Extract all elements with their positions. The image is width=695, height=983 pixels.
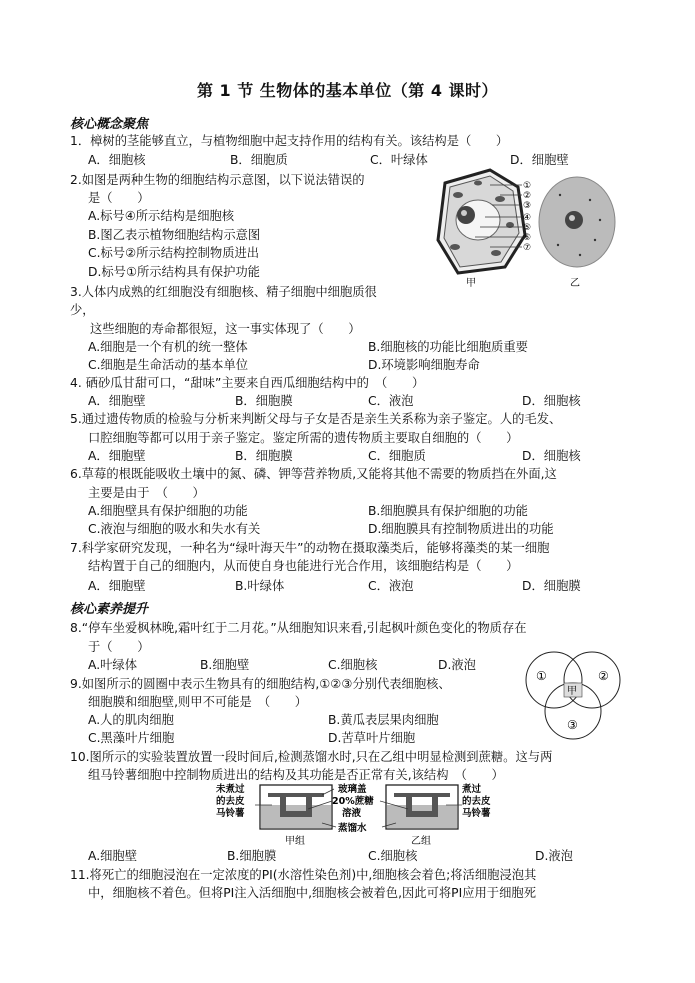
q4-option-c[interactable]: C．液泡 bbox=[368, 394, 414, 408]
right-label-3: 马铃薯 bbox=[462, 808, 491, 819]
q3-option-d[interactable]: D.环境影响细胞寿命 bbox=[368, 358, 480, 372]
venn-label-jia: 甲 bbox=[567, 686, 577, 697]
q8-option-b[interactable]: B.细胞壁 bbox=[200, 658, 250, 672]
center-label-cover: 玻璃盖 bbox=[338, 784, 367, 795]
q8-stem-line2: 于（ ） bbox=[88, 640, 150, 654]
q9-option-a[interactable]: A.人的肌肉细胞 bbox=[88, 713, 174, 727]
q4-option-d[interactable]: D．细胞核 bbox=[522, 394, 581, 408]
section-heading-core-concepts: 核心概念聚焦 bbox=[70, 117, 149, 132]
venn-label-2: ② bbox=[598, 669, 609, 683]
q5-option-a[interactable]: A．细胞壁 bbox=[88, 449, 146, 463]
figure-label-b: 乙 bbox=[570, 278, 580, 289]
group-b-label: 乙组 bbox=[411, 836, 431, 847]
q2-stem-line2: 是（ ） bbox=[88, 191, 150, 205]
q6-option-c[interactable]: C.液泡与细胞的吸水和失水有关 bbox=[88, 522, 261, 536]
q1-option-d[interactable]: D．细胞壁 bbox=[510, 153, 569, 167]
q1-option-b[interactable]: B．细胞质 bbox=[230, 153, 288, 167]
q3-stem-line3: 这些细胞的寿命都很短，这一事实体现了（ ） bbox=[90, 322, 361, 336]
cell-structure-figure bbox=[430, 165, 630, 290]
cell-label-2: ② bbox=[523, 191, 532, 201]
q3-option-a[interactable]: A.细胞是一个有机的统一整体 bbox=[88, 340, 248, 354]
page-title: 第 1 节 生物体的基本单位（第 4 课时） bbox=[196, 81, 499, 100]
q5-option-c[interactable]: C．细胞质 bbox=[368, 449, 426, 463]
q7-option-b[interactable]: B.叶绿体 bbox=[235, 579, 285, 593]
cell-label-1: ① bbox=[523, 181, 532, 191]
q1-option-a[interactable]: A．细胞核 bbox=[88, 153, 146, 167]
q2-option-d[interactable]: D.标号①所示结构具有保护功能 bbox=[88, 265, 260, 279]
q10-stem-line1: 10.图所示的实验装置放置一段时间后,检测蒸馏水时,只在乙组中明显检测到蔗糖。这与两 bbox=[70, 750, 553, 764]
q4-option-a[interactable]: A．细胞壁 bbox=[88, 394, 146, 408]
left-label-2: 的去皮 bbox=[216, 796, 245, 807]
q9-option-d[interactable]: D.苦草叶片细胞 bbox=[328, 731, 416, 745]
q6-stem-line1: 6.草莓的根既能吸收土壤中的氮、磷、钾等营养物质,又能将其他不需要的物质挡在外面,这 bbox=[70, 467, 557, 481]
left-label-3: 马铃薯 bbox=[216, 808, 245, 819]
q2-option-c[interactable]: C.标号②所示结构控制物质进出 bbox=[88, 246, 260, 260]
section-heading-core-literacy: 核心素养提升 bbox=[70, 602, 149, 617]
q8-option-d[interactable]: D.液泡 bbox=[438, 658, 476, 672]
q10-option-b[interactable]: B.细胞膜 bbox=[227, 849, 277, 863]
q9-option-b[interactable]: B.黄瓜表层果肉细胞 bbox=[328, 713, 439, 727]
q1-option-c[interactable]: C．叶绿体 bbox=[370, 153, 428, 167]
q10-option-d[interactable]: D.液泡 bbox=[535, 849, 573, 863]
q8-stem-line1: 8.“停车坐爱枫林晚,霜叶红于二月花。”从细胞知识来看,引起枫叶颜色变化的物质存在 bbox=[70, 621, 527, 635]
figure-label-a: 甲 bbox=[466, 278, 476, 289]
q5-stem-line2: 口腔细胞等都可以用于亲子鉴定。鉴定所需的遗传物质主要取自细胞的（ ） bbox=[88, 431, 519, 445]
center-label-solution: 溶液 bbox=[342, 808, 362, 819]
experiment-figure bbox=[210, 783, 500, 847]
q10-option-c[interactable]: C.细胞核 bbox=[368, 849, 418, 863]
center-label-water: 蒸馏水 bbox=[338, 823, 367, 834]
q5-option-b[interactable]: B．细胞膜 bbox=[235, 449, 293, 463]
right-label-2: 的去皮 bbox=[462, 796, 491, 807]
q4-stem: 4. 硒砂瓜甘甜可口，“甜味”主要来自西瓜细胞结构中的 （ ） bbox=[70, 376, 425, 390]
group-a-label: 甲组 bbox=[285, 836, 305, 847]
animal-cell bbox=[539, 177, 615, 267]
q6-option-d[interactable]: D.细胞膜具有控制物质进出的功能 bbox=[368, 522, 554, 536]
venn-label-1: ① bbox=[536, 669, 547, 683]
q7-option-c[interactable]: C．液泡 bbox=[368, 579, 414, 593]
cell-label-5: ⑤ bbox=[523, 223, 532, 233]
venn-label-3: ③ bbox=[567, 718, 578, 732]
q11-stem-line1: 11.将死亡的细胞浸泡在一定浓度的PI(水溶性染色剂)中,细胞核会着色;将活细胞浸泡其 bbox=[70, 868, 537, 882]
q11-stem-line2: 中，细胞核不着色。但将PI注入活细胞中,细胞核会被着色,因此可将PI应用于细胞死 bbox=[88, 886, 536, 900]
q5-option-d[interactable]: D．细胞核 bbox=[522, 449, 581, 463]
q7-option-a[interactable]: A．细胞壁 bbox=[88, 579, 146, 593]
q2-option-a[interactable]: A.标号④所示结构是细胞核 bbox=[88, 209, 235, 223]
q9-stem-line2: 细胞膜和细胞壁,则甲不可能是 （ ） bbox=[88, 695, 308, 709]
q3-option-b[interactable]: B.细胞核的功能比细胞质重要 bbox=[368, 340, 528, 354]
q6-option-b[interactable]: B.细胞膜具有保护细胞的功能 bbox=[368, 504, 528, 518]
q9-option-c[interactable]: C.黑藻叶片细胞 bbox=[88, 731, 175, 745]
q6-option-a[interactable]: A.细胞壁具有保护细胞的功能 bbox=[88, 504, 248, 518]
q2-stem-line1: 2.如图是两种生物的细胞结构示意图，以下说法错误的 bbox=[70, 173, 365, 187]
q6-stem-line2: 主要是由于 （ ） bbox=[88, 486, 205, 500]
q7-stem-line2: 结构置于自己的细胞内，从而使自身也能进行光合作用，该细胞结构是（ ） bbox=[88, 559, 519, 573]
beaker-a bbox=[260, 785, 332, 829]
cell-label-4: ④ bbox=[523, 213, 532, 223]
cell-label-3: ③ bbox=[523, 201, 532, 211]
q9-stem-line1: 9.如图所示的圆圈中表示生物具有的细胞结构,①②③分别代表细胞核、 bbox=[70, 677, 451, 691]
q7-option-d[interactable]: D．细胞膜 bbox=[522, 579, 581, 593]
right-label-1: 煮过 bbox=[462, 784, 482, 795]
plant-cell bbox=[438, 170, 525, 273]
cell-label-6: ⑥ bbox=[523, 233, 532, 243]
q1-stem: 1．樟树的茎能够直立，与植物细胞中起支持作用的结构有关。该结构是（ ） bbox=[70, 134, 509, 148]
q10-stem-line2: 组马铃薯细胞中控制物质进出的结构及其功能是否正常有关,该结构 （ ） bbox=[88, 768, 504, 782]
left-label-1: 未煮过 bbox=[216, 784, 245, 795]
q8-option-a[interactable]: A.叶绿体 bbox=[88, 658, 137, 672]
q5-stem-line1: 5.通过遗传物质的检验与分析来判断父母与子女是否是亲生关系称为亲子鉴定。人的毛发、 bbox=[70, 412, 562, 426]
q10-option-a[interactable]: A.细胞壁 bbox=[88, 849, 137, 863]
q3-stem-line2: 少， bbox=[70, 303, 95, 317]
q2-option-b[interactable]: B.图乙表示植物细胞结构示意图 bbox=[88, 228, 261, 242]
beaker-b bbox=[386, 785, 458, 829]
venn-diagram bbox=[520, 648, 630, 744]
q4-option-b[interactable]: B．细胞膜 bbox=[235, 394, 293, 408]
center-label-sucrose: 20%蔗糖 bbox=[332, 796, 374, 807]
q7-stem-line1: 7.科学家研究发现，一种名为“绿叶海天牛”的动物在摄取藻类后，能够将藻类的某一细胞 bbox=[70, 541, 550, 555]
q3-option-c[interactable]: C.细胞是生命活动的基本单位 bbox=[88, 358, 249, 372]
q3-stem-line1: 3.人体内成熟的红细胞没有细胞核、精子细胞中细胞质很 bbox=[70, 285, 377, 299]
cell-label-7: ⑦ bbox=[523, 243, 532, 253]
q8-option-c[interactable]: C.细胞核 bbox=[328, 658, 378, 672]
